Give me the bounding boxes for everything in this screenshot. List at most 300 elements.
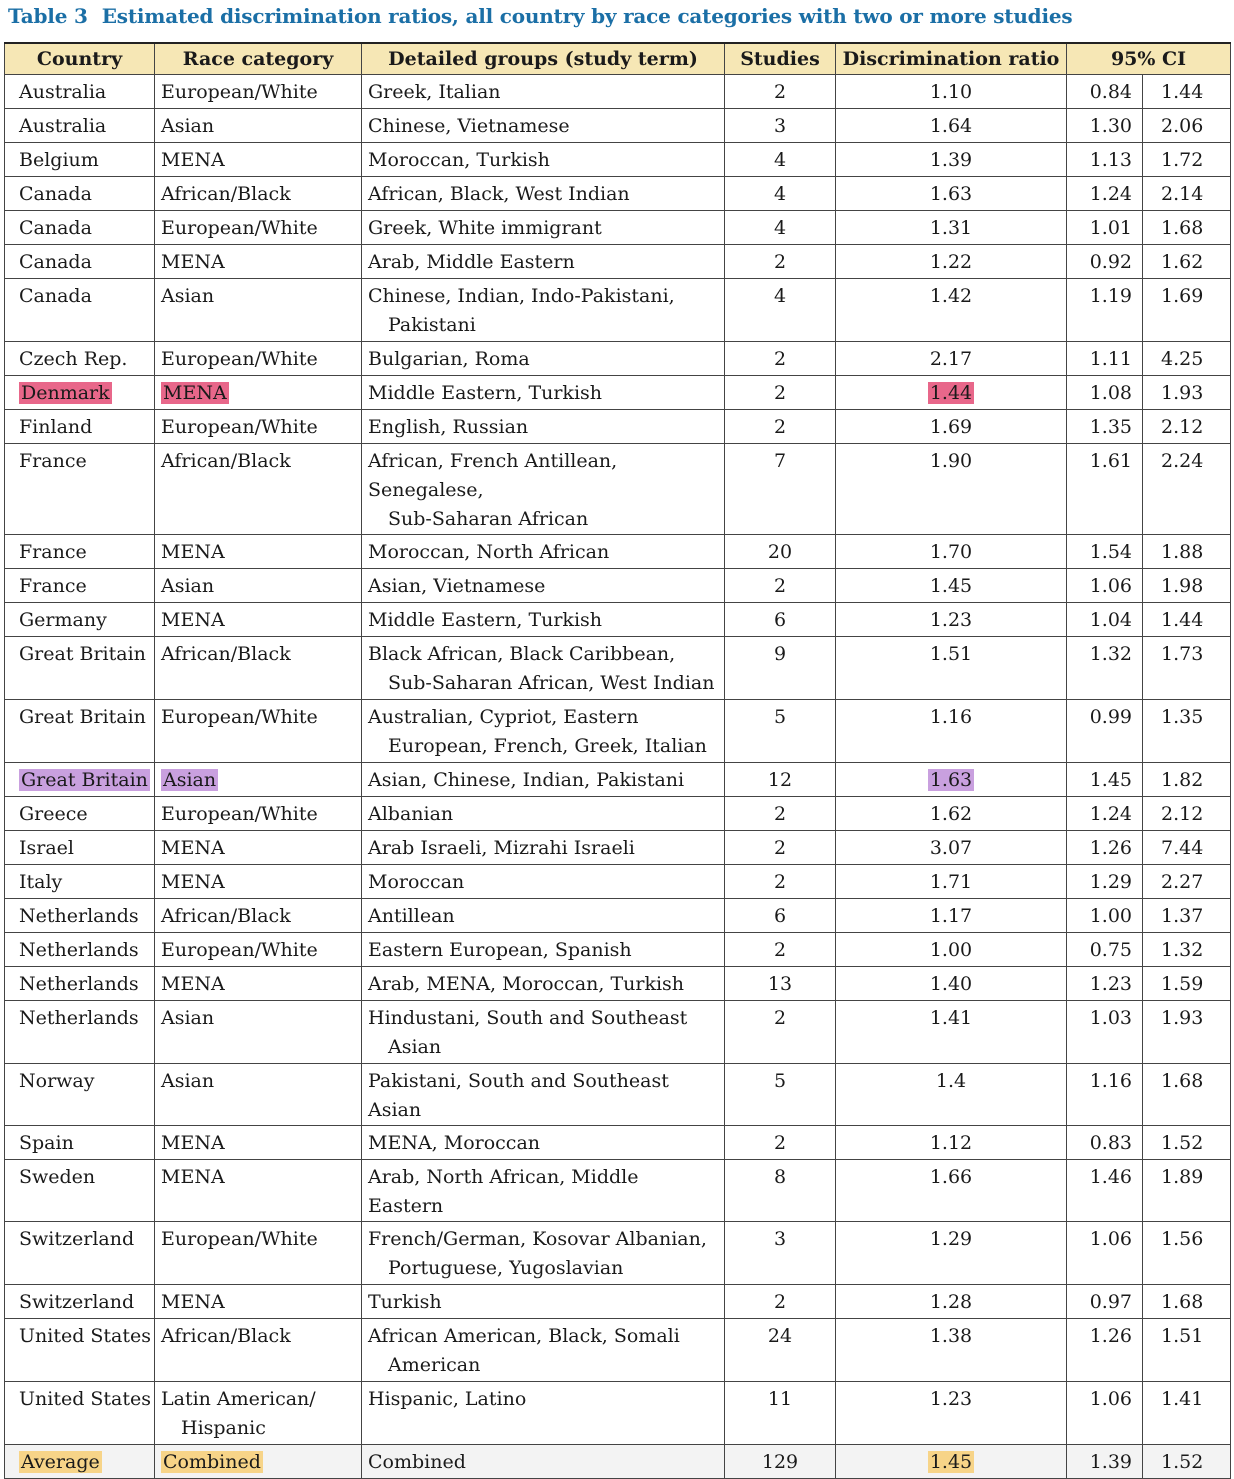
cell-ratio [836,1285,1067,1319]
ci-low-value: 1.39 [1089,1451,1132,1473]
table-row [5,245,1231,279]
ci-high-value: 2.12 [1161,416,1204,438]
cell-studies [725,899,836,933]
cell-race [155,1222,362,1285]
cell-ratio [836,569,1067,603]
ci-low-value: 0.97 [1089,1291,1132,1313]
groups-text: Greek, Italian [368,81,501,103]
ratio-value: 1.62 [929,803,973,825]
studies-value: 4 [773,149,787,171]
ratio-value: 1.70 [929,541,973,563]
cell-ratio [836,211,1067,245]
cell-ratio [836,700,1067,763]
studies-value: 5 [773,706,787,728]
table-title: Estimated discrimination ratios, all country by race categories with two or more studies [101,4,1073,28]
table-row [5,1001,1231,1064]
cell-ratio [836,143,1067,177]
cell-groups [362,637,725,700]
table-row [5,342,1231,376]
groups-text: Sub-Saharan African [388,508,589,530]
studies-value: 2 [773,939,787,961]
cell-race [155,177,362,211]
race-text: African/Black [161,450,291,472]
header-country: Country [5,43,155,75]
cell-groups [362,1319,725,1382]
cell-country [5,535,155,569]
cell-ci-high [1143,177,1231,211]
ci-high-value: 1.56 [1161,1228,1204,1250]
ci-high-value: 1.88 [1161,541,1204,563]
ci-low-value: 1.19 [1089,285,1132,307]
country-text: France [19,541,87,563]
cell-studies [725,763,836,797]
cell-groups [362,143,725,177]
cell-groups [362,1064,725,1126]
race-text: African/Black [161,183,291,205]
table-row [5,535,1231,569]
ratio-value: 1.39 [929,149,973,171]
cell-ci-high [1143,763,1231,797]
groups-text: Combined [368,1451,466,1473]
race-text: European/White [161,217,318,239]
ratio-value: 1.63 [929,769,973,791]
race-text: Asian [161,575,215,597]
cell-ci-low [1067,700,1143,763]
ratio-value: 1.22 [929,251,973,273]
race-text: European/White [161,939,318,961]
ci-low-value: 1.11 [1089,348,1132,370]
cell-race [155,865,362,899]
groups-text: Albanian [368,803,454,825]
cell-ratio [836,933,1067,967]
cell-ratio [836,1001,1067,1064]
cell-ci-high [1143,211,1231,245]
cell-ci-low [1067,933,1143,967]
ci-low-value: 1.01 [1089,217,1132,239]
cell-ci-low [1067,75,1143,109]
country-text: Australia [19,81,107,103]
ratio-value: 1.63 [929,183,973,205]
cell-ci-high [1143,1001,1231,1064]
table-row [5,967,1231,1001]
cell-groups [362,1126,725,1160]
ratio-value: 1.66 [929,1166,973,1188]
cell-ci-high [1143,603,1231,637]
cell-ci-low [1067,1001,1143,1064]
ratio-value: 1.4 [935,1070,967,1092]
country-text: Greece [19,803,88,825]
groups-text: French/German, Kosovar Albanian, [368,1228,707,1250]
ci-low-value: 1.24 [1089,803,1132,825]
cell-studies [725,967,836,1001]
cell-race [155,763,362,797]
cell-ci-high [1143,342,1231,376]
cell-ci-high [1143,1382,1231,1445]
table-row [5,444,1231,535]
country-text: Canada [19,183,92,205]
cell-race [155,444,362,535]
ci-high-value: 1.44 [1161,81,1204,103]
race-text: Asian [161,115,215,137]
groups-text: MENA, Moroccan [368,1132,541,1154]
cell-groups [362,933,725,967]
ci-high-value: 1.62 [1161,251,1204,273]
studies-value: 2 [773,416,787,438]
groups-text: African, French Antillean, Senegalese, [368,450,618,501]
cell-country [5,1285,155,1319]
cell-studies [725,143,836,177]
table-row [5,1064,1231,1126]
ci-low-value: 0.75 [1089,939,1132,961]
cell-groups [362,75,725,109]
header-ci: 95% CI [1067,43,1231,75]
cell-groups [362,700,725,763]
cell-country [5,865,155,899]
ratio-value: 1.45 [929,1451,973,1473]
table-row [5,569,1231,603]
cell-ci-low [1067,1160,1143,1222]
groups-text: Moroccan, North African [368,541,610,563]
groups-text: Sub-Saharan African, West Indian [388,672,715,694]
cell-studies [725,637,836,700]
race-text: MENA [161,871,225,893]
cell-studies [725,1001,836,1064]
ratio-value: 2.17 [929,348,973,370]
cell-groups [362,1445,725,1479]
table-caption [8,4,1072,28]
cell-ratio [836,1064,1067,1126]
cell-ci-high [1143,245,1231,279]
studies-value: 2 [773,837,787,859]
groups-text: American [388,1354,481,1376]
cell-ci-high [1143,279,1231,342]
cell-studies [725,410,836,444]
studies-value: 3 [773,115,787,137]
cell-ratio [836,177,1067,211]
cell-race [155,967,362,1001]
cell-studies [725,177,836,211]
ci-high-value: 1.98 [1161,575,1204,597]
ratio-value: 1.23 [929,1388,973,1410]
ratio-value: 1.41 [929,1007,973,1029]
country-text: Germany [19,609,107,631]
ratio-value: 3.07 [929,837,973,859]
race-text: MENA [161,149,225,171]
cell-groups [362,1001,725,1064]
discrimination-table [4,42,1231,1479]
ratio-value: 1.12 [929,1132,973,1154]
race-text: MENA [163,382,227,404]
cell-ci-high [1143,700,1231,763]
cell-race [155,1160,362,1222]
groups-text: Arab, MENA, Moroccan, Turkish [368,973,685,995]
cell-race [155,1285,362,1319]
studies-value: 2 [773,575,787,597]
cell-race [155,1126,362,1160]
table-row [5,1126,1231,1160]
cell-groups [362,1285,725,1319]
cell-ci-low [1067,899,1143,933]
ratio-value: 1.16 [929,706,973,728]
country-text: United States [19,1388,152,1410]
groups-text: Pakistani, South and Southeast Asian [368,1070,669,1121]
cell-ratio [836,603,1067,637]
cell-ci-high [1143,797,1231,831]
cell-groups [362,211,725,245]
race-text: European/White [161,416,318,438]
cell-ci-high [1143,1445,1231,1479]
ci-low-value: 1.26 [1089,837,1132,859]
ci-low-value: 1.29 [1089,871,1132,893]
cell-country [5,1001,155,1064]
ci-high-value: 1.41 [1161,1388,1204,1410]
groups-text: Arab, Middle Eastern [368,251,575,273]
cell-ci-high [1143,75,1231,109]
ci-high-value: 1.51 [1161,1325,1204,1347]
cell-ci-high [1143,1126,1231,1160]
cell-ci-low [1067,211,1143,245]
cell-ci-low [1067,1222,1143,1285]
cell-ratio [836,1126,1067,1160]
cell-country [5,376,155,410]
country-text: Netherlands [19,1007,139,1029]
cell-race [155,700,362,763]
ci-high-value: 4.25 [1161,348,1204,370]
ratio-value: 1.69 [929,416,973,438]
cell-studies [725,245,836,279]
country-text: Great Britain [19,706,146,728]
cell-groups [362,797,725,831]
cell-country [5,177,155,211]
header-groups: Detailed groups (study term) [362,43,725,75]
ci-low-value: 1.61 [1089,450,1132,472]
race-text-cont: Hispanic [181,1417,266,1439]
table-row [5,376,1231,410]
studies-value: 129 [761,1451,799,1473]
race-text: MENA [161,541,225,563]
cell-ci-high [1143,143,1231,177]
cell-ci-low [1067,109,1143,143]
table-row [5,763,1231,797]
ci-low-value: 0.99 [1089,706,1132,728]
cell-ratio [836,797,1067,831]
cell-groups [362,376,725,410]
studies-value: 20 [767,541,793,563]
ci-low-value: 1.54 [1089,541,1132,563]
cell-groups [362,569,725,603]
cell-ci-low [1067,410,1143,444]
cell-country [5,933,155,967]
groups-text: Asian, Vietnamese [368,575,546,597]
header-ratio: Discrimination ratio [836,43,1067,75]
cell-ci-low [1067,1126,1143,1160]
country-text: Great Britain [19,643,146,665]
cell-country [5,75,155,109]
groups-text: Hispanic, Latino [368,1388,527,1410]
ci-low-value: 1.13 [1089,149,1132,171]
table-row [5,410,1231,444]
cell-race [155,109,362,143]
cell-country [5,797,155,831]
cell-ci-high [1143,933,1231,967]
cell-race [155,245,362,279]
cell-ci-high [1143,1160,1231,1222]
groups-text: Turkish [368,1291,442,1313]
ratio-value: 1.00 [929,939,973,961]
ci-high-value: 1.68 [1161,1291,1204,1313]
studies-value: 9 [773,643,787,665]
race-text: MENA [161,1291,225,1313]
ci-high-value: 1.32 [1161,939,1204,961]
table-row [5,865,1231,899]
groups-text: Hindustani, South and Southeast [368,1007,688,1029]
studies-value: 4 [773,285,787,307]
country-text: Belgium [19,149,99,171]
cell-groups [362,865,725,899]
cell-ci-low [1067,1064,1143,1126]
cell-race [155,376,362,410]
ci-low-value: 1.26 [1089,1325,1132,1347]
ci-high-value: 1.37 [1161,905,1204,927]
ci-low-value: 1.45 [1089,769,1132,791]
cell-ratio [836,75,1067,109]
cell-country [5,1222,155,1285]
cell-groups [362,535,725,569]
cell-ratio [836,342,1067,376]
cell-race [155,1001,362,1064]
studies-value: 13 [767,973,793,995]
cell-ratio [836,637,1067,700]
race-text: European/White [161,1228,318,1250]
cell-studies [725,1319,836,1382]
table-row [5,1160,1231,1222]
ci-high-value: 1.69 [1161,285,1204,307]
cell-country [5,1160,155,1222]
cell-ci-high [1143,535,1231,569]
ci-low-value: 1.35 [1089,416,1132,438]
cell-studies [725,535,836,569]
cell-ci-low [1067,1285,1143,1319]
groups-text: Middle Eastern, Turkish [368,382,603,404]
cell-race [155,279,362,342]
cell-country [5,637,155,700]
cell-country [5,899,155,933]
cell-groups [362,342,725,376]
studies-value: 2 [773,871,787,893]
cell-country [5,342,155,376]
cell-country [5,279,155,342]
groups-text: African American, Black, Somali [368,1325,680,1347]
ci-high-value: 1.68 [1161,1070,1204,1092]
ci-low-value: 1.03 [1089,1007,1132,1029]
table-row [5,211,1231,245]
cell-ci-high [1143,831,1231,865]
cell-studies [725,1126,836,1160]
ci-low-value: 1.24 [1089,183,1132,205]
country-text: Norway [19,1070,95,1092]
groups-text: Asian [388,1036,442,1058]
cell-race [155,603,362,637]
ratio-value: 1.40 [929,973,973,995]
race-text: Asian [161,1070,215,1092]
cell-studies [725,279,836,342]
ci-high-value: 7.44 [1161,837,1204,859]
groups-text: Bulgarian, Roma [368,348,530,370]
cell-groups [362,763,725,797]
race-text: MENA [161,837,225,859]
cell-groups [362,1222,725,1285]
ratio-value: 1.45 [929,575,973,597]
cell-ci-high [1143,410,1231,444]
table-row [5,797,1231,831]
studies-value: 12 [767,769,793,791]
cell-ci-low [1067,1382,1143,1445]
cell-race [155,1445,362,1479]
studies-value: 24 [767,1325,793,1347]
ratio-value: 1.44 [929,382,973,404]
cell-ratio [836,1160,1067,1222]
studies-value: 2 [773,251,787,273]
cell-ratio [836,109,1067,143]
cell-race [155,535,362,569]
ci-high-value: 2.06 [1161,115,1204,137]
cell-country [5,444,155,535]
race-text: African/Black [161,1325,291,1347]
table-label: Table 3 [8,4,88,28]
studies-value: 2 [773,1291,787,1313]
groups-text: Greek, White immigrant [368,217,602,239]
ratio-value: 1.29 [929,1228,973,1250]
race-text: MENA [161,1132,225,1154]
cell-ci-high [1143,637,1231,700]
ci-low-value: 1.16 [1089,1070,1132,1092]
cell-ci-high [1143,1064,1231,1126]
groups-text: Antillean [368,905,455,927]
header-row [5,43,1231,75]
cell-ci-high [1143,899,1231,933]
cell-country [5,700,155,763]
ci-low-value: 0.92 [1089,251,1132,273]
groups-text: African, Black, West Indian [368,183,630,205]
header-race: Race category [155,43,362,75]
table-row [5,109,1231,143]
cell-race [155,797,362,831]
cell-ci-low [1067,279,1143,342]
ci-low-value: 1.46 [1089,1166,1132,1188]
cell-ci-low [1067,245,1143,279]
cell-ratio [836,865,1067,899]
race-text: MENA [161,973,225,995]
groups-text: European, French, Greek, Italian [388,735,707,757]
cell-studies [725,109,836,143]
studies-value: 2 [773,81,787,103]
cell-studies [725,1064,836,1126]
country-text: Czech Rep. [19,348,128,370]
cell-studies [725,797,836,831]
studies-value: 2 [773,1132,787,1154]
groups-text: Eastern European, Spanish [368,939,632,961]
ratio-value: 1.90 [929,450,973,472]
cell-race [155,899,362,933]
groups-text: English, Russian [368,416,529,438]
cell-ci-low [1067,603,1143,637]
cell-groups [362,410,725,444]
cell-race [155,342,362,376]
country-text: Finland [19,416,93,438]
cell-ratio [836,410,1067,444]
ci-low-value: 1.06 [1089,575,1132,597]
cell-country [5,245,155,279]
